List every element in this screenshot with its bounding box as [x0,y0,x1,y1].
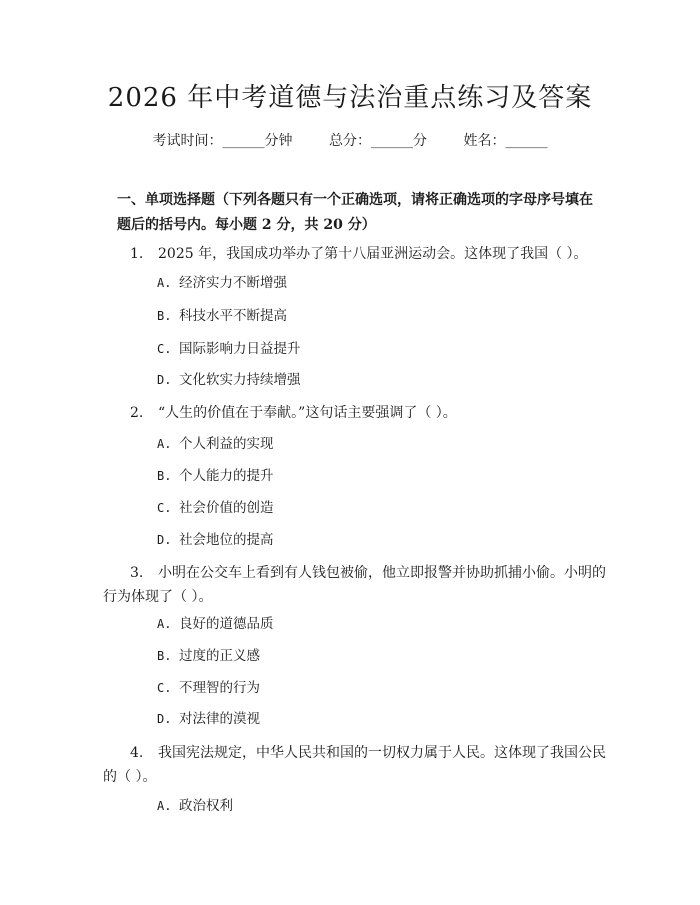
option-letter: A. [157,799,172,813]
option-letter: A. [157,276,172,290]
exam-total-score: 总分：______分 [329,133,427,149]
option-1d [157,369,301,391]
question-text-line2: 行为体现了（ ）。 [103,589,213,605]
option-text: 对法律的漠视 [179,711,260,727]
option-4a [157,795,233,817]
question-text-line1: 小明在公交车上看到有人钱包被偷，他立即报警并协助抓捕小偷。小明的 [158,565,606,581]
option-letter: C. [157,681,172,695]
option-text: 文化软实力持续增强 [179,372,301,388]
option-1c [157,338,301,360]
question-text-line2: 的（ ）。 [103,769,157,785]
option-letter: B. [157,309,172,323]
option-text: 国际影响力日益提升 [179,341,301,357]
question-text: 2025 年，我国成功举办了第十八届亚洲运动会。这体现了我国（ ）。 [158,246,588,262]
exam-info [0,130,700,152]
question-text-line1: 我国宪法规定，中华人民共和国的一切权力属于人民。这体现了我国公民 [158,745,606,761]
option-text: 个人利益的实现 [179,436,274,452]
option-2a [157,433,274,455]
option-text: 良好的道德品质 [179,616,274,632]
question-3-continued [103,584,212,610]
exam-time: 考试时间：______分钟 [152,133,293,149]
option-3d [157,708,260,730]
page-title: 2026 年中考道德与法治重点练习及答案 [107,83,593,113]
question-2 [130,400,457,426]
question-3 [130,560,606,586]
option-1b [157,305,287,327]
question-number: 2. [130,405,144,421]
option-1a [157,272,287,294]
option-letter: A. [157,617,172,631]
option-3c [157,677,260,699]
section-heading: 一、单项选择题（下列各题只有一个正确选项，请将正确选项的字母序号填在题后的括号内。每小题 2 分，共 20 分） [117,192,593,233]
question-number: 4. [130,745,144,761]
option-3b [157,645,260,667]
option-text: 过度的正义感 [179,648,260,664]
option-letter: D. [157,533,172,547]
question-text: “人生的价值在于奉献。”这句话主要强调了（ ）。 [158,405,457,421]
question-number: 3. [130,565,144,581]
question-number: 1. [130,246,144,262]
option-letter: C. [157,342,172,356]
option-text: 政治权利 [179,798,233,814]
option-text: 社会价值的创造 [179,500,274,516]
question-4-continued [103,764,156,790]
question-1 [130,241,588,267]
option-letter: D. [157,373,172,387]
option-letter: C. [157,501,172,515]
option-letter: B. [157,649,172,663]
option-letter: A. [157,437,172,451]
option-text: 社会地位的提高 [179,532,274,548]
option-text: 经济实力不断增强 [179,275,287,291]
option-text: 不理智的行为 [179,680,260,696]
option-2c [157,497,274,519]
option-letter: B. [157,469,172,483]
question-4 [130,740,606,766]
option-2d [157,529,274,551]
option-text: 科技水平不断提高 [179,308,287,324]
option-3a [157,613,274,635]
option-text: 个人能力的提升 [179,468,274,484]
exam-name-field: 姓名：______ [463,133,548,149]
option-2b [157,465,274,487]
option-letter: D. [157,712,172,726]
